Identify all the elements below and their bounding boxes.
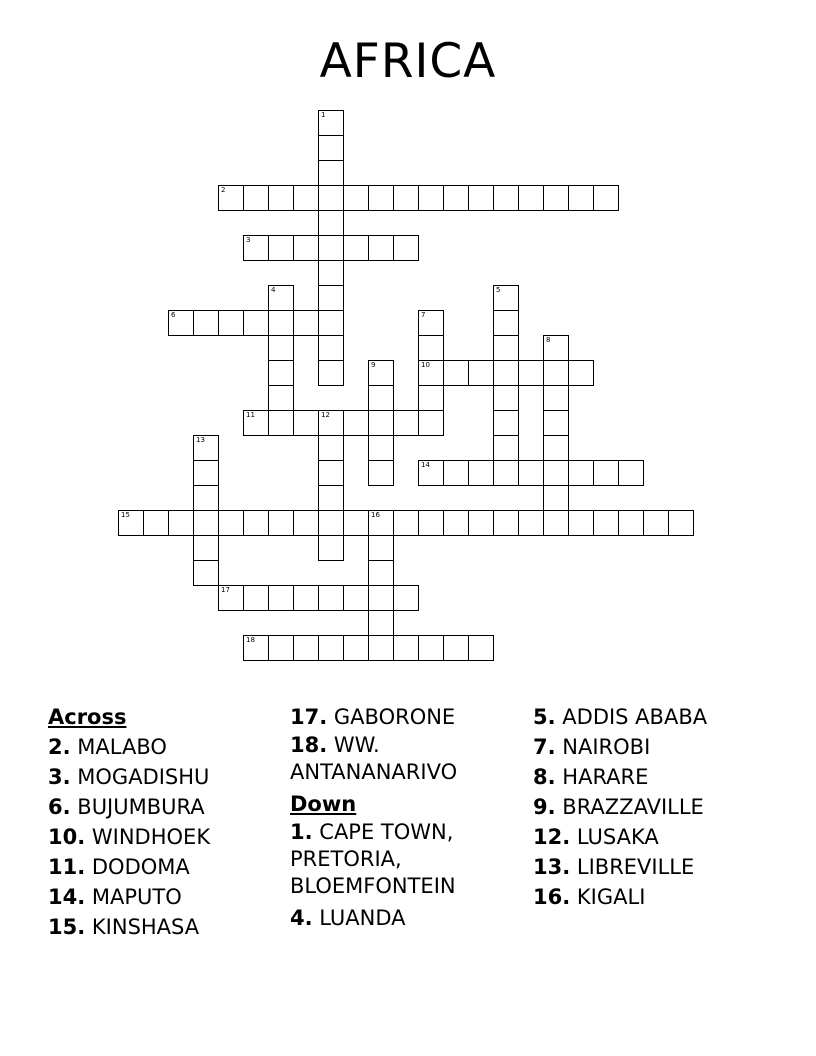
cell-number: 6 <box>171 311 176 319</box>
grid-cell[interactable] <box>318 635 344 661</box>
grid-cell[interactable] <box>268 335 294 361</box>
grid-cell[interactable] <box>318 310 344 336</box>
grid-cell[interactable] <box>393 635 419 661</box>
grid-cell[interactable] <box>193 485 219 511</box>
cell-number: 3 <box>246 236 251 244</box>
grid-cell[interactable] <box>318 485 344 511</box>
grid-cell[interactable] <box>518 360 544 386</box>
clue-across-15: 15. KINSHASA <box>48 915 200 939</box>
grid-cell[interactable] <box>418 410 444 436</box>
grid-cell[interactable] <box>268 410 294 436</box>
grid-cell[interactable] <box>268 285 294 311</box>
grid-cell[interactable] <box>468 460 494 486</box>
down-heading: Down <box>290 792 357 816</box>
grid-cell[interactable] <box>568 360 594 386</box>
grid-cell[interactable] <box>493 185 519 211</box>
grid-cell[interactable] <box>368 410 394 436</box>
clue-down-8: 8. HARARE <box>533 765 649 789</box>
grid-cell[interactable] <box>368 610 394 636</box>
grid-cell[interactable] <box>318 435 344 461</box>
grid-cell[interactable] <box>268 510 294 536</box>
grid-cell[interactable] <box>443 185 469 211</box>
grid-cell[interactable] <box>318 210 344 236</box>
grid-cell[interactable] <box>193 560 219 586</box>
grid-cell[interactable] <box>618 510 644 536</box>
grid-cell[interactable] <box>243 185 269 211</box>
grid-cell[interactable] <box>393 235 419 261</box>
grid-cell[interactable] <box>493 310 519 336</box>
grid-cell[interactable] <box>268 635 294 661</box>
grid-cell[interactable] <box>243 635 269 661</box>
grid-cell[interactable] <box>293 310 319 336</box>
grid-cell[interactable] <box>243 235 269 261</box>
grid-cell[interactable] <box>243 585 269 611</box>
grid-cell[interactable] <box>318 235 344 261</box>
grid-cell[interactable] <box>593 510 619 536</box>
grid-cell[interactable] <box>193 535 219 561</box>
grid-cell[interactable] <box>343 585 369 611</box>
grid-cell[interactable] <box>318 510 344 536</box>
cell-number: 17 <box>221 586 230 594</box>
clue-across-6: 6. BUJUMBURA <box>48 795 205 819</box>
clue-down-12: 12. LUSAKA <box>533 825 659 849</box>
grid-cell[interactable] <box>268 360 294 386</box>
grid-cell[interactable] <box>368 535 394 561</box>
clue-down-7: 7. NAIROBI <box>533 735 651 759</box>
grid-cell[interactable] <box>393 185 419 211</box>
grid-cell[interactable] <box>368 435 394 461</box>
grid-cell[interactable] <box>543 460 569 486</box>
grid-cell[interactable] <box>368 385 394 411</box>
grid-cell[interactable] <box>368 460 394 486</box>
grid-cell[interactable] <box>418 335 444 361</box>
grid-cell[interactable] <box>268 385 294 411</box>
grid-cell[interactable] <box>493 435 519 461</box>
grid-cell[interactable] <box>593 460 619 486</box>
grid-cell[interactable] <box>293 510 319 536</box>
grid-cell[interactable] <box>418 360 444 386</box>
grid-cell[interactable] <box>293 635 319 661</box>
grid-cell[interactable] <box>518 460 544 486</box>
grid-cell[interactable] <box>293 185 319 211</box>
clue-across-10: 10. WINDHOEK <box>48 825 211 849</box>
grid-cell[interactable] <box>243 510 269 536</box>
grid-cell[interactable] <box>543 435 569 461</box>
grid-cell[interactable] <box>418 635 444 661</box>
grid-cell[interactable] <box>193 460 219 486</box>
grid-cell[interactable] <box>343 510 369 536</box>
grid-cell[interactable] <box>568 460 594 486</box>
grid-cell[interactable] <box>368 560 394 586</box>
grid-cell[interactable] <box>443 460 469 486</box>
grid-cell[interactable] <box>418 310 444 336</box>
grid-cell[interactable] <box>368 585 394 611</box>
grid-cell[interactable] <box>593 185 619 211</box>
grid-cell[interactable] <box>293 585 319 611</box>
grid-cell[interactable] <box>493 335 519 361</box>
grid-cell[interactable] <box>293 410 319 436</box>
grid-cell[interactable] <box>368 235 394 261</box>
grid-cell[interactable] <box>343 635 369 661</box>
grid-cell[interactable] <box>393 585 419 611</box>
grid-cell[interactable] <box>668 510 694 536</box>
cell-number: 18 <box>246 636 255 644</box>
cell-number: 15 <box>121 511 130 519</box>
grid-cell[interactable] <box>218 310 244 336</box>
grid-cell[interactable] <box>493 510 519 536</box>
grid-cell[interactable] <box>418 185 444 211</box>
grid-cell[interactable] <box>343 185 369 211</box>
cell-number: 11 <box>246 411 255 419</box>
cell-number: 14 <box>421 461 430 469</box>
grid-cell[interactable] <box>468 510 494 536</box>
grid-cell[interactable] <box>318 585 344 611</box>
grid-cell[interactable] <box>318 335 344 361</box>
grid-cell[interactable] <box>543 510 569 536</box>
grid-cell[interactable] <box>193 510 219 536</box>
grid-cell[interactable] <box>318 160 344 186</box>
grid-cell[interactable] <box>193 310 219 336</box>
grid-cell[interactable] <box>418 510 444 536</box>
grid-cell[interactable] <box>468 185 494 211</box>
grid-cell[interactable] <box>318 110 344 136</box>
clue-across-14: 14. MAPUTO <box>48 885 182 909</box>
grid-cell[interactable] <box>368 360 394 386</box>
grid-cell[interactable] <box>268 235 294 261</box>
grid-cell[interactable] <box>493 285 519 311</box>
grid-cell[interactable] <box>493 410 519 436</box>
cell-number: 1 <box>321 111 326 119</box>
clue-down-4: 4. LUANDA <box>290 906 406 930</box>
cell-number: 5 <box>496 286 501 294</box>
grid-cell[interactable] <box>468 635 494 661</box>
grid-cell[interactable] <box>318 260 344 286</box>
grid-cell[interactable] <box>418 385 444 411</box>
grid-cell[interactable] <box>493 460 519 486</box>
grid-cell[interactable] <box>318 535 344 561</box>
grid-cell[interactable] <box>343 410 369 436</box>
grid-cell[interactable] <box>318 285 344 311</box>
grid-cell[interactable] <box>368 510 394 536</box>
grid-cell[interactable] <box>343 235 369 261</box>
grid-cell[interactable] <box>318 185 344 211</box>
grid-cell[interactable] <box>268 585 294 611</box>
clues-column-1 <box>48 702 210 942</box>
grid-cell[interactable] <box>568 185 594 211</box>
across-heading: Across <box>48 705 127 729</box>
clue-across-18: 18. WW. ANTANANARIVO <box>290 733 458 784</box>
grid-cell[interactable] <box>118 510 144 536</box>
grid-cell[interactable] <box>268 310 294 336</box>
clue-across-17: 17. GABORONE <box>290 705 456 729</box>
grid-cell[interactable] <box>518 185 544 211</box>
grid-cell[interactable] <box>143 510 169 536</box>
cell-number: 9 <box>371 361 376 369</box>
grid-cell[interactable] <box>243 310 269 336</box>
grid-cell[interactable] <box>443 360 469 386</box>
grid-cell[interactable] <box>318 410 344 436</box>
cell-number: 16 <box>371 511 380 519</box>
grid-cell[interactable] <box>543 485 569 511</box>
clue-across-2: 2. MALABO <box>48 735 167 759</box>
grid-cell[interactable] <box>293 235 319 261</box>
cell-number: 10 <box>421 361 430 369</box>
clue-across-11: 11. DODOMA <box>48 855 190 879</box>
cell-number: 13 <box>196 436 205 444</box>
grid-cell[interactable] <box>643 510 669 536</box>
grid-cell[interactable] <box>443 510 469 536</box>
grid-cell[interactable] <box>218 185 244 211</box>
cell-number: 7 <box>421 311 426 319</box>
clue-across-3: 3. MOGADISHU <box>48 765 210 789</box>
grid-cell[interactable] <box>318 360 344 386</box>
grid-cell[interactable] <box>468 360 494 386</box>
grid-cell[interactable] <box>318 460 344 486</box>
cell-number: 4 <box>271 286 276 294</box>
clues-column-2 <box>290 702 457 933</box>
grid-cell[interactable] <box>618 460 644 486</box>
clue-down-16: 16. KIGALI <box>533 885 646 909</box>
grid-cell[interactable] <box>218 510 244 536</box>
grid-cell[interactable] <box>318 135 344 161</box>
grid-cell[interactable] <box>443 635 469 661</box>
page-title: AFRICA <box>319 34 497 89</box>
cell-number: 8 <box>546 336 551 344</box>
clue-down-13: 13. LIBREVILLE <box>533 855 695 879</box>
grid-cell[interactable] <box>543 185 569 211</box>
grid-cell[interactable] <box>568 510 594 536</box>
grid-cell[interactable] <box>393 410 419 436</box>
grid-cell[interactable] <box>543 385 569 411</box>
clue-down-5: 5. ADDIS ABABA <box>533 705 708 729</box>
grid-cell[interactable] <box>218 585 244 611</box>
grid-cell[interactable] <box>368 635 394 661</box>
grid-cell[interactable] <box>493 360 519 386</box>
grid-cell[interactable] <box>518 510 544 536</box>
grid-cell[interactable] <box>168 510 194 536</box>
grid-cell[interactable] <box>543 410 569 436</box>
grid-cell[interactable] <box>368 185 394 211</box>
cell-number: 12 <box>321 411 330 419</box>
grid-cell[interactable] <box>418 460 444 486</box>
clues-column-3 <box>533 702 707 912</box>
grid-cell[interactable] <box>243 410 269 436</box>
grid-cell[interactable] <box>543 360 569 386</box>
clue-down-9: 9. BRAZZAVILLE <box>533 795 704 819</box>
grid-cell[interactable] <box>393 510 419 536</box>
grid-cell[interactable] <box>493 385 519 411</box>
grid-cell[interactable] <box>268 185 294 211</box>
clue-down-1: 1. CAPE TOWN, PRETORIA, BLOEMFONTEIN <box>290 820 456 898</box>
grid-cell[interactable] <box>543 335 569 361</box>
cell-number: 2 <box>221 186 226 194</box>
grid-cell[interactable] <box>193 435 219 461</box>
grid-cell[interactable] <box>168 310 194 336</box>
